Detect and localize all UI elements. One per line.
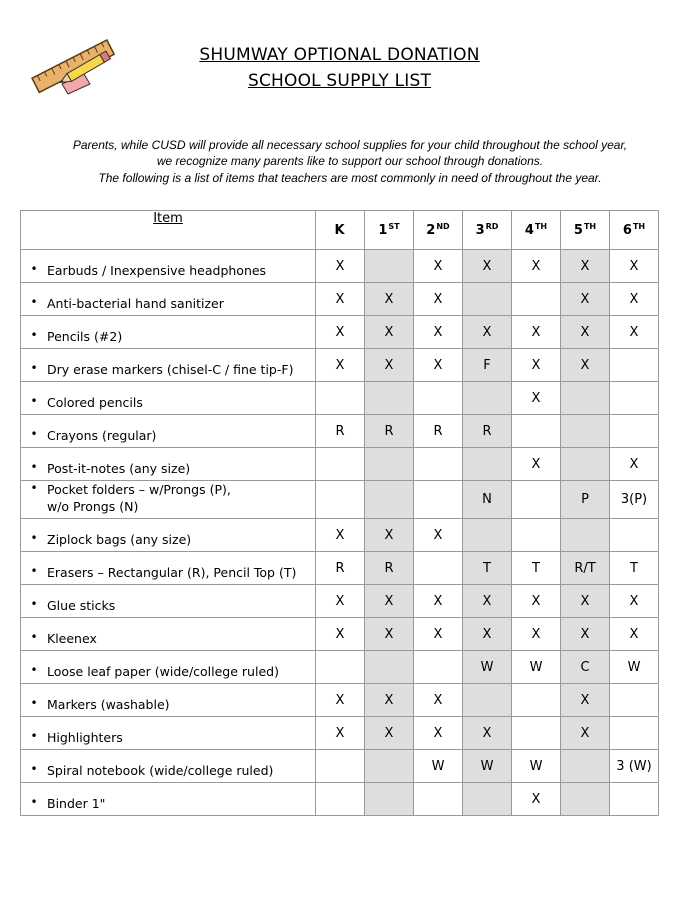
grade-header: 6TH	[610, 211, 659, 250]
grade-mark-cell	[561, 448, 610, 481]
grade-mark-cell: X	[561, 717, 610, 750]
grade-mark-cell	[512, 415, 561, 448]
grade-mark-cell	[316, 481, 365, 519]
grade-mark-cell: P	[561, 481, 610, 519]
grade-mark-cell: X	[414, 519, 463, 552]
grade-mark-cell: W	[463, 651, 512, 684]
grade-mark-cell: X	[610, 618, 659, 651]
grade-mark-cell: X	[316, 684, 365, 717]
item-cell	[21, 519, 316, 552]
grade-mark-cell: X	[414, 684, 463, 717]
grade-mark-cell: X	[414, 316, 463, 349]
item-cell	[21, 585, 316, 618]
grade-mark-cell: X	[365, 684, 414, 717]
grade-mark-cell	[561, 750, 610, 783]
grade-mark-cell	[463, 519, 512, 552]
grade-mark-cell	[561, 519, 610, 552]
grade-mark-cell	[316, 783, 365, 816]
grade-mark-cell: R/T	[561, 552, 610, 585]
grade-mark-cell	[463, 684, 512, 717]
grade-mark-cell: X	[316, 717, 365, 750]
item-label: Loose leaf paper (wide/college ruled)	[47, 664, 279, 679]
grade-mark-cell	[610, 717, 659, 750]
grade-mark-cell: X	[316, 519, 365, 552]
grade-mark-cell: X	[414, 349, 463, 382]
table-row	[21, 783, 659, 816]
bullet-icon: •	[30, 481, 38, 495]
table-row	[21, 519, 659, 552]
table-row	[21, 717, 659, 750]
grade-mark-cell	[610, 519, 659, 552]
grade-mark-cell: X	[610, 316, 659, 349]
bullet-icon: •	[30, 394, 38, 408]
grade-mark-cell	[316, 651, 365, 684]
bullet-icon: •	[30, 762, 38, 776]
item-cell	[21, 481, 316, 519]
bullet-icon: •	[30, 531, 38, 545]
grade-header: 3RD	[463, 211, 512, 250]
grade-mark-cell	[414, 552, 463, 585]
bullet-icon: •	[30, 663, 38, 677]
item-label: Highlighters	[47, 730, 123, 745]
grade-mark-cell: X	[561, 618, 610, 651]
grade-mark-cell	[365, 783, 414, 816]
grade-mark-cell	[463, 283, 512, 316]
bullet-icon: •	[30, 597, 38, 611]
table-row	[21, 651, 659, 684]
item-label: Anti-bacterial hand sanitizer	[47, 296, 224, 311]
grade-mark-cell: X	[463, 717, 512, 750]
grade-mark-cell: C	[561, 651, 610, 684]
table-row	[21, 349, 659, 382]
grade-mark-cell	[561, 382, 610, 415]
grade-mark-cell	[414, 448, 463, 481]
item-label: Markers (washable)	[47, 697, 170, 712]
grade-mark-cell: X	[610, 250, 659, 283]
grade-mark-cell: X	[414, 717, 463, 750]
item-cell	[21, 415, 316, 448]
grade-mark-cell: R	[316, 552, 365, 585]
grade-mark-cell: R	[316, 415, 365, 448]
item-label: Colored pencils	[47, 395, 143, 410]
table-header-row	[21, 211, 659, 250]
item-cell	[21, 717, 316, 750]
title-line-1: SHUMWAY OPTIONAL DONATION	[199, 45, 480, 65]
bullet-icon: •	[30, 262, 38, 276]
grade-mark-cell: X	[365, 519, 414, 552]
table-row	[21, 316, 659, 349]
grade-mark-cell: T	[610, 552, 659, 585]
table-row	[21, 585, 659, 618]
item-label: Binder 1"	[47, 796, 106, 811]
grade-mark-cell	[316, 750, 365, 783]
grade-mark-cell	[463, 448, 512, 481]
grade-mark-cell: X	[561, 250, 610, 283]
grade-mark-cell: W	[414, 750, 463, 783]
grade-mark-cell	[610, 349, 659, 382]
grade-mark-cell	[512, 684, 561, 717]
grade-mark-cell: X	[365, 585, 414, 618]
table-row	[21, 415, 659, 448]
grade-mark-cell	[512, 717, 561, 750]
item-label: Pencils (#2)	[47, 329, 123, 344]
grade-mark-cell	[365, 651, 414, 684]
grade-mark-cell: X	[316, 585, 365, 618]
bullet-icon: •	[30, 795, 38, 809]
grade-mark-cell: X	[610, 585, 659, 618]
grade-mark-cell: N	[463, 481, 512, 519]
item-label: Dry erase markers (chisel-C / fine tip-F)	[47, 362, 294, 377]
grade-mark-cell: X	[316, 316, 365, 349]
grade-mark-cell	[463, 783, 512, 816]
grade-mark-cell: W	[610, 651, 659, 684]
grade-mark-cell	[365, 481, 414, 519]
grade-mark-cell: W	[463, 750, 512, 783]
bullet-icon: •	[30, 295, 38, 309]
grade-mark-cell: X	[316, 349, 365, 382]
item-cell	[21, 750, 316, 783]
grade-mark-cell	[365, 750, 414, 783]
grade-mark-cell: F	[463, 349, 512, 382]
item-label: Earbuds / Inexpensive headphones	[47, 263, 267, 278]
grade-header: K	[316, 211, 365, 250]
bullet-icon: •	[30, 630, 38, 644]
grade-mark-cell: W	[512, 750, 561, 783]
grade-mark-cell: R	[414, 415, 463, 448]
bullet-icon: •	[30, 361, 38, 375]
grade-mark-cell: X	[414, 585, 463, 618]
grade-mark-cell	[512, 481, 561, 519]
grade-mark-cell	[365, 250, 414, 283]
bullet-icon: •	[30, 696, 38, 710]
grade-mark-cell: R	[365, 552, 414, 585]
table-row	[21, 481, 659, 519]
grade-mark-cell	[316, 448, 365, 481]
table-row	[21, 250, 659, 283]
item-label: Crayons (regular)	[47, 428, 157, 443]
table-row	[21, 382, 659, 415]
grade-mark-cell	[414, 481, 463, 519]
grade-mark-cell	[414, 651, 463, 684]
grade-mark-cell: T	[512, 552, 561, 585]
table-row	[21, 552, 659, 585]
grade-mark-cell: X	[610, 448, 659, 481]
table-row	[21, 750, 659, 783]
table-row	[21, 283, 659, 316]
item-label: Post-it-notes (any size)	[47, 461, 191, 476]
bullet-icon: •	[30, 460, 38, 474]
grade-mark-cell: X	[512, 783, 561, 816]
grade-mark-cell: X	[561, 283, 610, 316]
grade-mark-cell	[365, 382, 414, 415]
item-label: Glue sticks	[47, 598, 116, 613]
item-cell	[21, 651, 316, 684]
title-line-2: SCHOOL SUPPLY LIST	[247, 71, 432, 91]
item-cell	[21, 618, 316, 651]
item-cell	[21, 382, 316, 415]
grade-mark-cell: R	[463, 415, 512, 448]
grade-mark-cell	[610, 783, 659, 816]
grade-mark-cell: X	[512, 316, 561, 349]
grade-mark-cell: 3 (W)	[610, 750, 659, 783]
grade-mark-cell: X	[365, 283, 414, 316]
grade-mark-cell: X	[512, 618, 561, 651]
grade-mark-cell	[512, 519, 561, 552]
grade-mark-cell	[561, 415, 610, 448]
item-label: Ziplock bags (any size)	[47, 532, 192, 547]
grade-mark-cell: X	[512, 250, 561, 283]
intro-line-3: The following is a list of items that teachers are most commonly in need of throughout the year.	[98, 171, 602, 185]
grade-mark-cell: T	[463, 552, 512, 585]
grade-mark-cell: X	[365, 316, 414, 349]
bullet-icon: •	[30, 729, 38, 743]
item-label: Kleenex	[47, 631, 97, 646]
grade-mark-cell: X	[414, 618, 463, 651]
grade-mark-cell: X	[512, 585, 561, 618]
grade-mark-cell: X	[414, 283, 463, 316]
grade-mark-cell: R	[365, 415, 414, 448]
item-label: Erasers – Rectangular (R), Pencil Top (T)	[47, 565, 297, 580]
table-row	[21, 684, 659, 717]
grade-mark-cell: X	[316, 250, 365, 283]
grade-mark-cell	[512, 283, 561, 316]
grade-header: 4TH	[512, 211, 561, 250]
grade-mark-cell: X	[463, 250, 512, 283]
grade-mark-cell: X	[512, 349, 561, 382]
item-label: Pocket folders – w/Prongs (P), w/o Prongs (N)	[47, 482, 231, 514]
item-label: Spiral notebook (wide/college ruled)	[47, 763, 274, 778]
grade-header: 2ND	[414, 211, 463, 250]
grade-mark-cell	[414, 783, 463, 816]
intro-line-2: we recognize many parents like to support our school through donations.	[156, 154, 544, 168]
bullet-icon: •	[30, 427, 38, 441]
item-cell	[21, 783, 316, 816]
grade-mark-cell	[463, 382, 512, 415]
grade-mark-cell: X	[365, 717, 414, 750]
item-cell	[21, 552, 316, 585]
bullet-icon: •	[30, 564, 38, 578]
grade-mark-cell	[414, 382, 463, 415]
grade-mark-cell: X	[561, 684, 610, 717]
grade-mark-cell: X	[561, 316, 610, 349]
grade-header: 1ST	[365, 211, 414, 250]
item-cell	[21, 349, 316, 382]
item-cell	[21, 684, 316, 717]
table-row	[21, 448, 659, 481]
grade-mark-cell: X	[512, 448, 561, 481]
item-cell	[21, 448, 316, 481]
grade-mark-cell: X	[561, 349, 610, 382]
grade-mark-cell: X	[316, 283, 365, 316]
grade-mark-cell: 3(P)	[610, 481, 659, 519]
grade-header: 5TH	[561, 211, 610, 250]
grade-mark-cell: X	[365, 618, 414, 651]
grade-mark-cell: X	[561, 585, 610, 618]
item-column-header: Item	[21, 211, 316, 250]
table-row	[21, 618, 659, 651]
item-cell	[21, 283, 316, 316]
supply-table	[20, 210, 659, 816]
grade-mark-cell	[316, 382, 365, 415]
grade-mark-cell: W	[512, 651, 561, 684]
grade-mark-cell: X	[610, 283, 659, 316]
grade-mark-cell: X	[414, 250, 463, 283]
bullet-icon: •	[30, 328, 38, 342]
grade-mark-cell	[610, 415, 659, 448]
grade-mark-cell: X	[463, 585, 512, 618]
grade-mark-cell: X	[463, 618, 512, 651]
grade-mark-cell: X	[365, 349, 414, 382]
grade-mark-cell: X	[316, 618, 365, 651]
grade-mark-cell	[610, 382, 659, 415]
grade-mark-cell: X	[512, 382, 561, 415]
item-cell	[21, 250, 316, 283]
grade-mark-cell: X	[463, 316, 512, 349]
item-cell	[21, 316, 316, 349]
intro-line-1: Parents, while CUSD will provide all necessary school supplies for your child throughout the school year,	[72, 138, 628, 152]
grade-mark-cell	[610, 684, 659, 717]
grade-mark-cell	[365, 448, 414, 481]
grade-mark-cell	[561, 783, 610, 816]
